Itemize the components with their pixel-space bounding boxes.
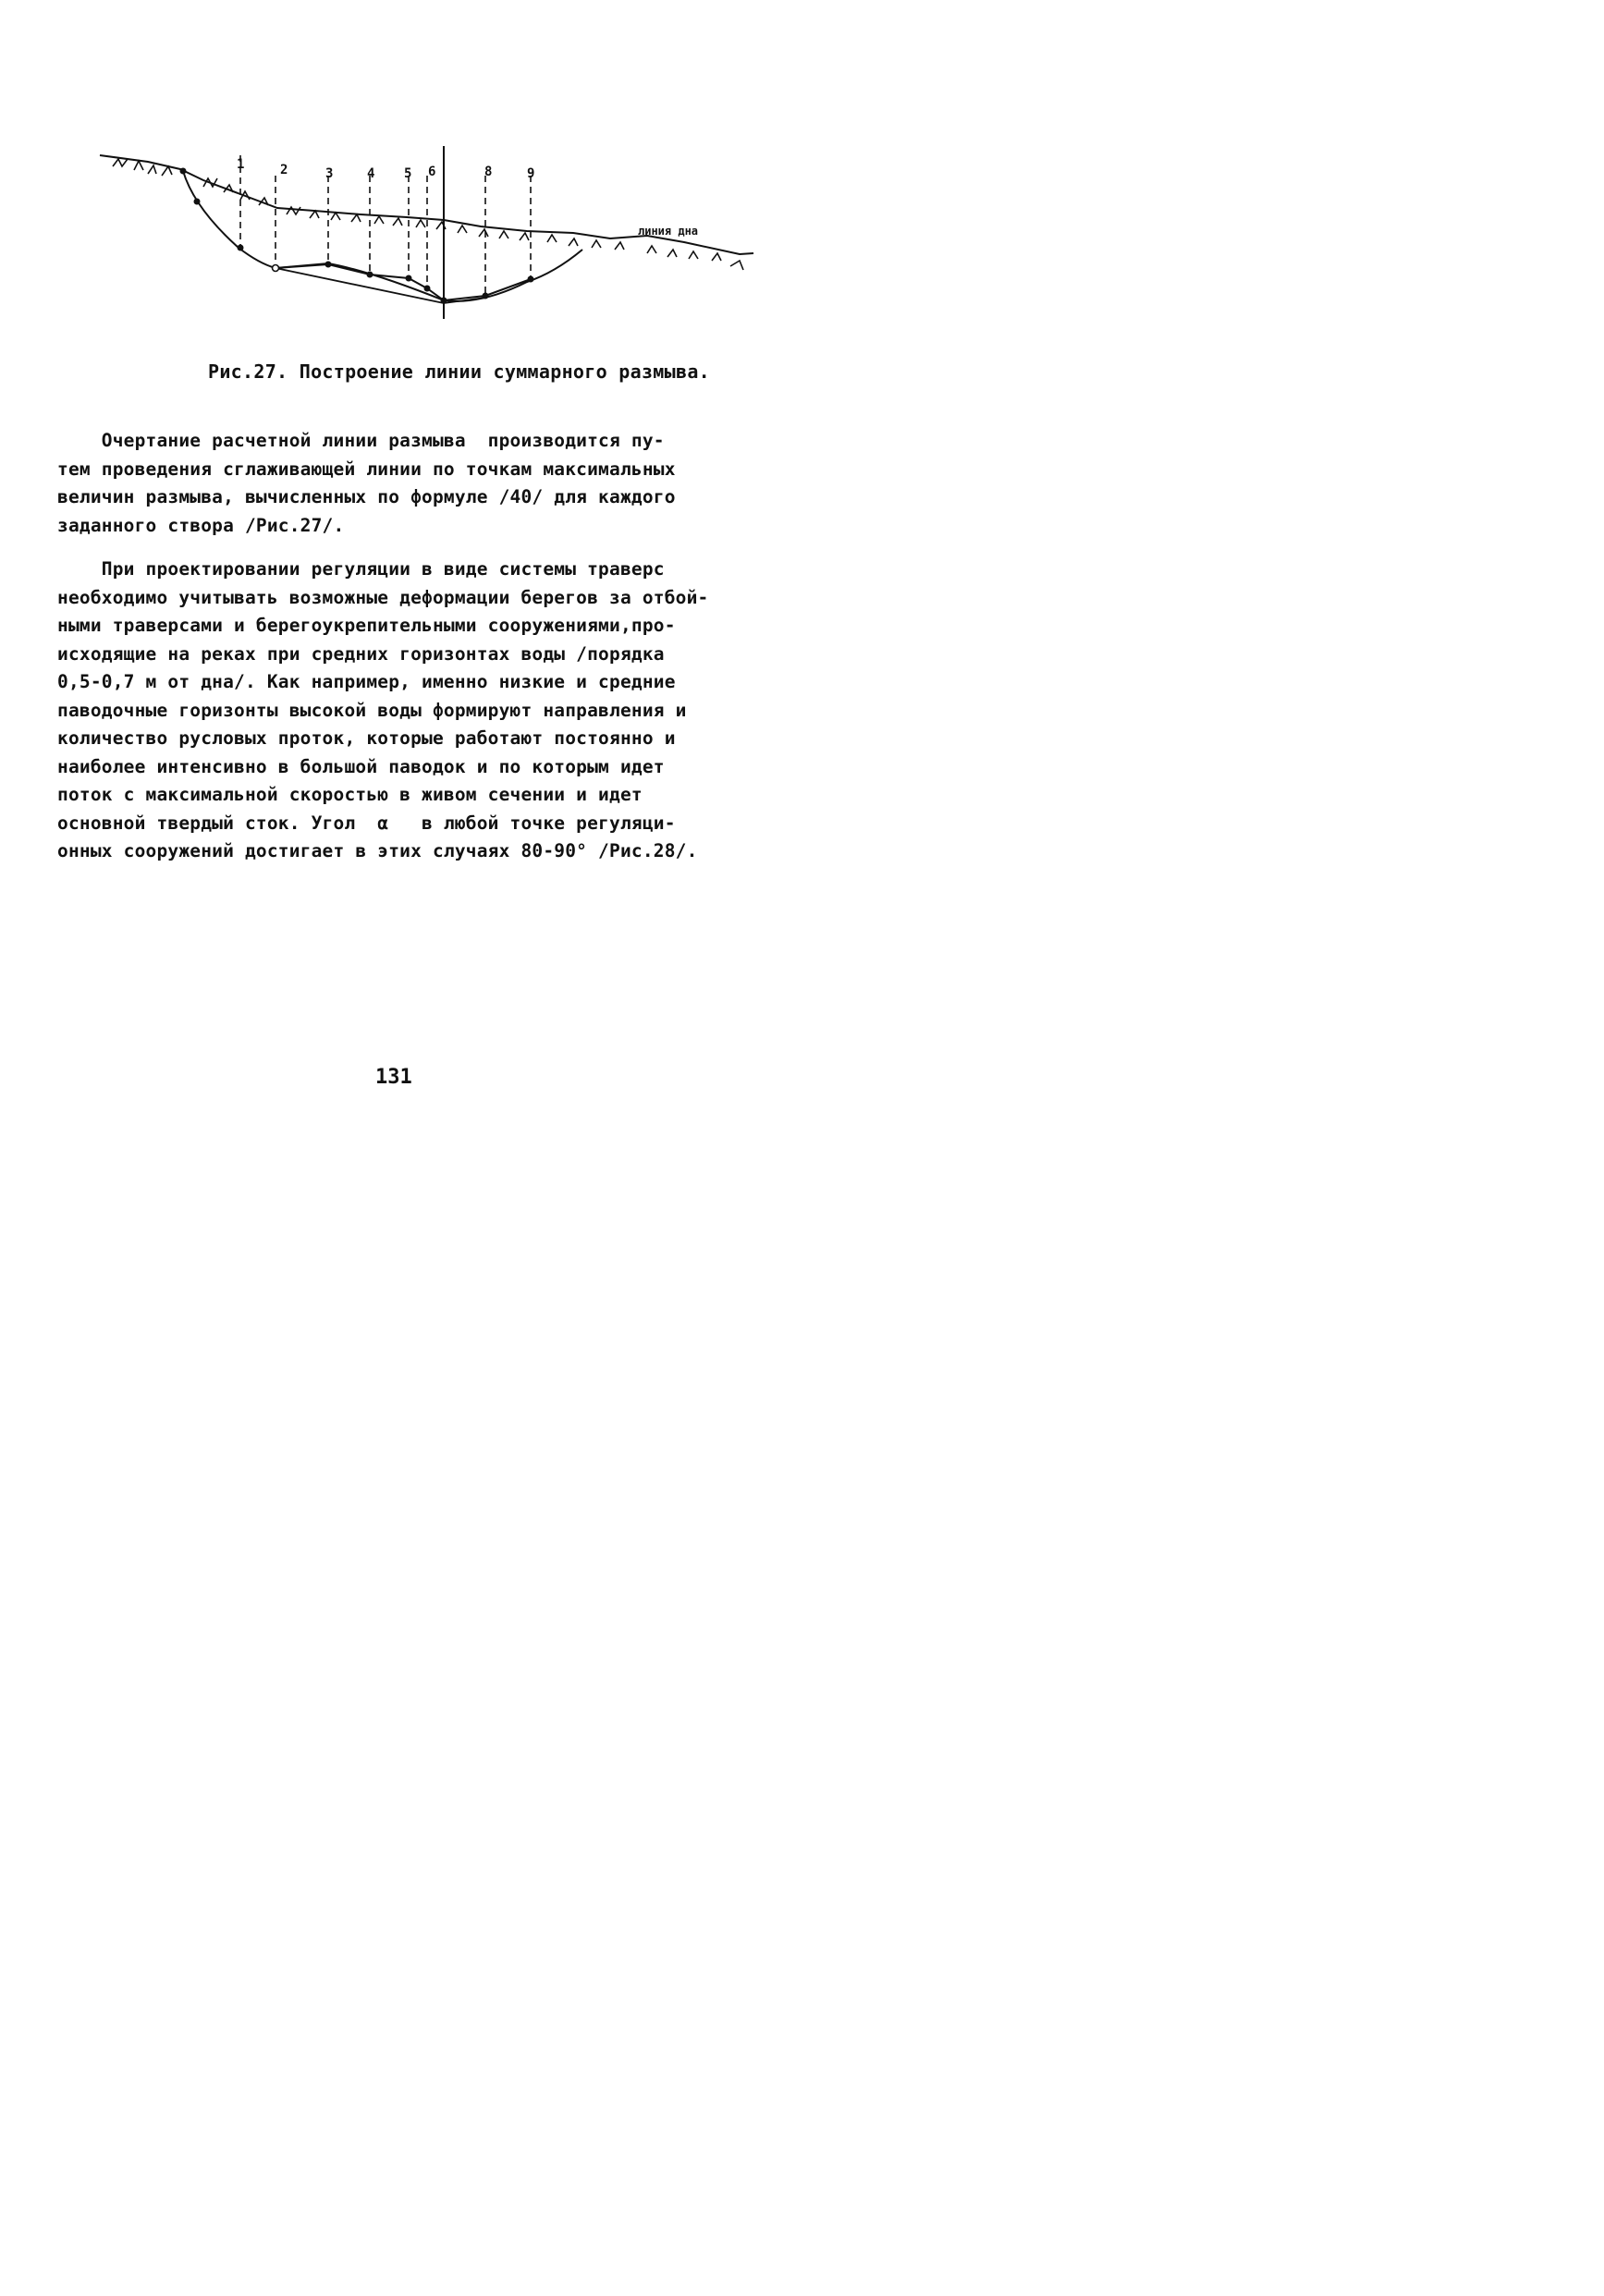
station-label-1: 1 <box>237 157 245 172</box>
paragraph-line: При проектировании регуляции в виде системы траверс <box>57 558 665 580</box>
paragraph-2 <box>57 556 788 866</box>
station-label-3: 3 <box>325 166 334 181</box>
paragraph-line: исходящие на реках при средних горизонтах воды /порядка <box>57 642 665 665</box>
paragraph-line: онных сооружений достигает в этих случаях 80-90° /Рис.28/. <box>57 840 698 861</box>
summary-scour-line-lower <box>275 268 485 303</box>
figure-27-diagram <box>92 139 767 333</box>
origin-point <box>273 265 279 272</box>
paragraph-line: тем проведения сглаживающей линии по точкам максимальных <box>57 458 676 480</box>
paragraph-line: основной твердый сток. Угол α в любой точке регуляци- <box>57 812 676 834</box>
scour-cross-section <box>92 139 767 333</box>
bed-line <box>100 155 753 254</box>
station-label-5: 5 <box>404 166 412 181</box>
station-label-2: 2 <box>280 163 288 177</box>
page-number: 131 <box>375 1066 412 1089</box>
figure-caption: Рис.27. Построение линии суммарного размыва. <box>208 360 711 383</box>
station-label-4: 4 <box>367 166 375 181</box>
paragraph-1 <box>57 427 788 540</box>
paragraph-line: величин размыва, вычисленных по формуле /40/ для каждого <box>57 486 676 507</box>
scour-points <box>180 168 534 304</box>
paragraph-line: заданного створа /Рис.27/. <box>57 514 345 536</box>
station-label-8: 8 <box>484 165 493 179</box>
paragraph-line: паводочные горизонты высокой воды формируют направления и <box>57 699 687 721</box>
paragraph-line: 0,5-0,7 м от дна/. Как например, именно низкие и средние <box>57 671 676 692</box>
station-label-9: 9 <box>527 166 535 181</box>
paragraph-line: необходимо учитывать возможные деформации берегов за отбой- <box>57 586 709 608</box>
paragraph-line: количество русловых проток, которые работают постоянно и <box>57 727 676 749</box>
station-label-6: 6 <box>428 165 436 179</box>
paragraph-line: ными траверсами и берегоукрепительными сооружениями,про- <box>57 615 676 636</box>
bottom-line-label: линия дна <box>638 225 699 238</box>
paragraph-line: поток с максимальной скоростью в живом сечении и идет <box>57 784 643 805</box>
paragraph-line: наиболее интенсивно в большой паводок и по которым идет <box>57 755 665 777</box>
paragraph-line: Очертание расчетной линии размыва производится пу- <box>57 430 665 451</box>
